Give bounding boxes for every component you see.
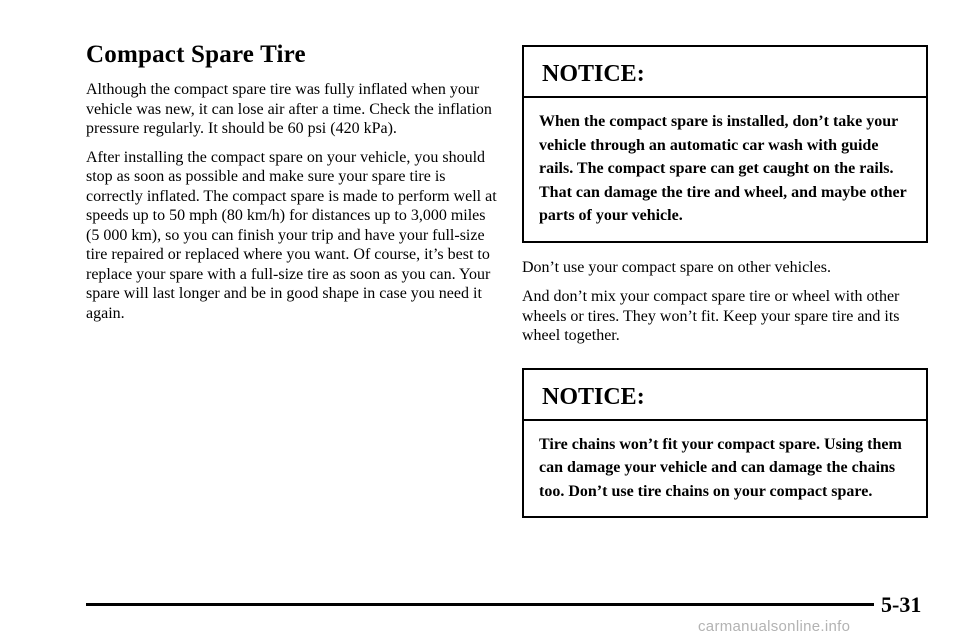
watermark: carmanualsonline.info: [698, 618, 851, 635]
notice-text: Tire chains won’t fit your compact spare. Using them can damage your vehicle and can damage the chains too. Don’t use tire chains on your compact spare.: [539, 435, 902, 500]
notice-box-car-wash: [522, 45, 928, 243]
notice-heading: NOTICE:: [524, 47, 926, 98]
paragraph-installing: After installing the compact spare on your vehicle, you should stop as soon as possible and make sure your spare tire is correctly inflated. The compact spare is made to perform well at speeds up to 50 mph (80 km/h) for distances up to 3,000 miles (5 000 km), so you can finish your trip and have your full-size tire repaired or replaced where you want. Of course, it’s best to replace your spare with a full-size tire as soon as you can. Your spare will last longer and be in good shape in case you need it again.: [86, 148, 497, 322]
paragraph-mix-wheels: And don’t mix your compact spare tire or wheel with other wheels or tires. They won’t fit. Keep your spare tire and its wheel together.: [522, 288, 900, 344]
notice-box-tire-chains: [522, 368, 928, 519]
left-column: [86, 40, 498, 332]
paragraph-inflation: Although the compact spare tire was fully inflated when your vehicle was new, it can lose air after a time. Check the inflation pressure regularly. It should be 60 psi (420 kPa).: [86, 81, 492, 137]
notice-text: When the compact spare is installed, don’t take your vehicle through an automatic car wash with guide rails. The compact spare can get caught on the rails. That can damage the tire and wheel, and maybe other parts of your vehicle.: [539, 113, 907, 224]
notice-heading: NOTICE:: [524, 370, 926, 421]
paragraph-other-vehicles: Don’t use your compact spare on other vehicles.: [522, 258, 831, 276]
page-number: 5-31: [881, 592, 922, 617]
footer-rule: [86, 603, 874, 606]
right-column: [522, 45, 928, 518]
section-title: Compact Spare Tire: [86, 41, 306, 68]
